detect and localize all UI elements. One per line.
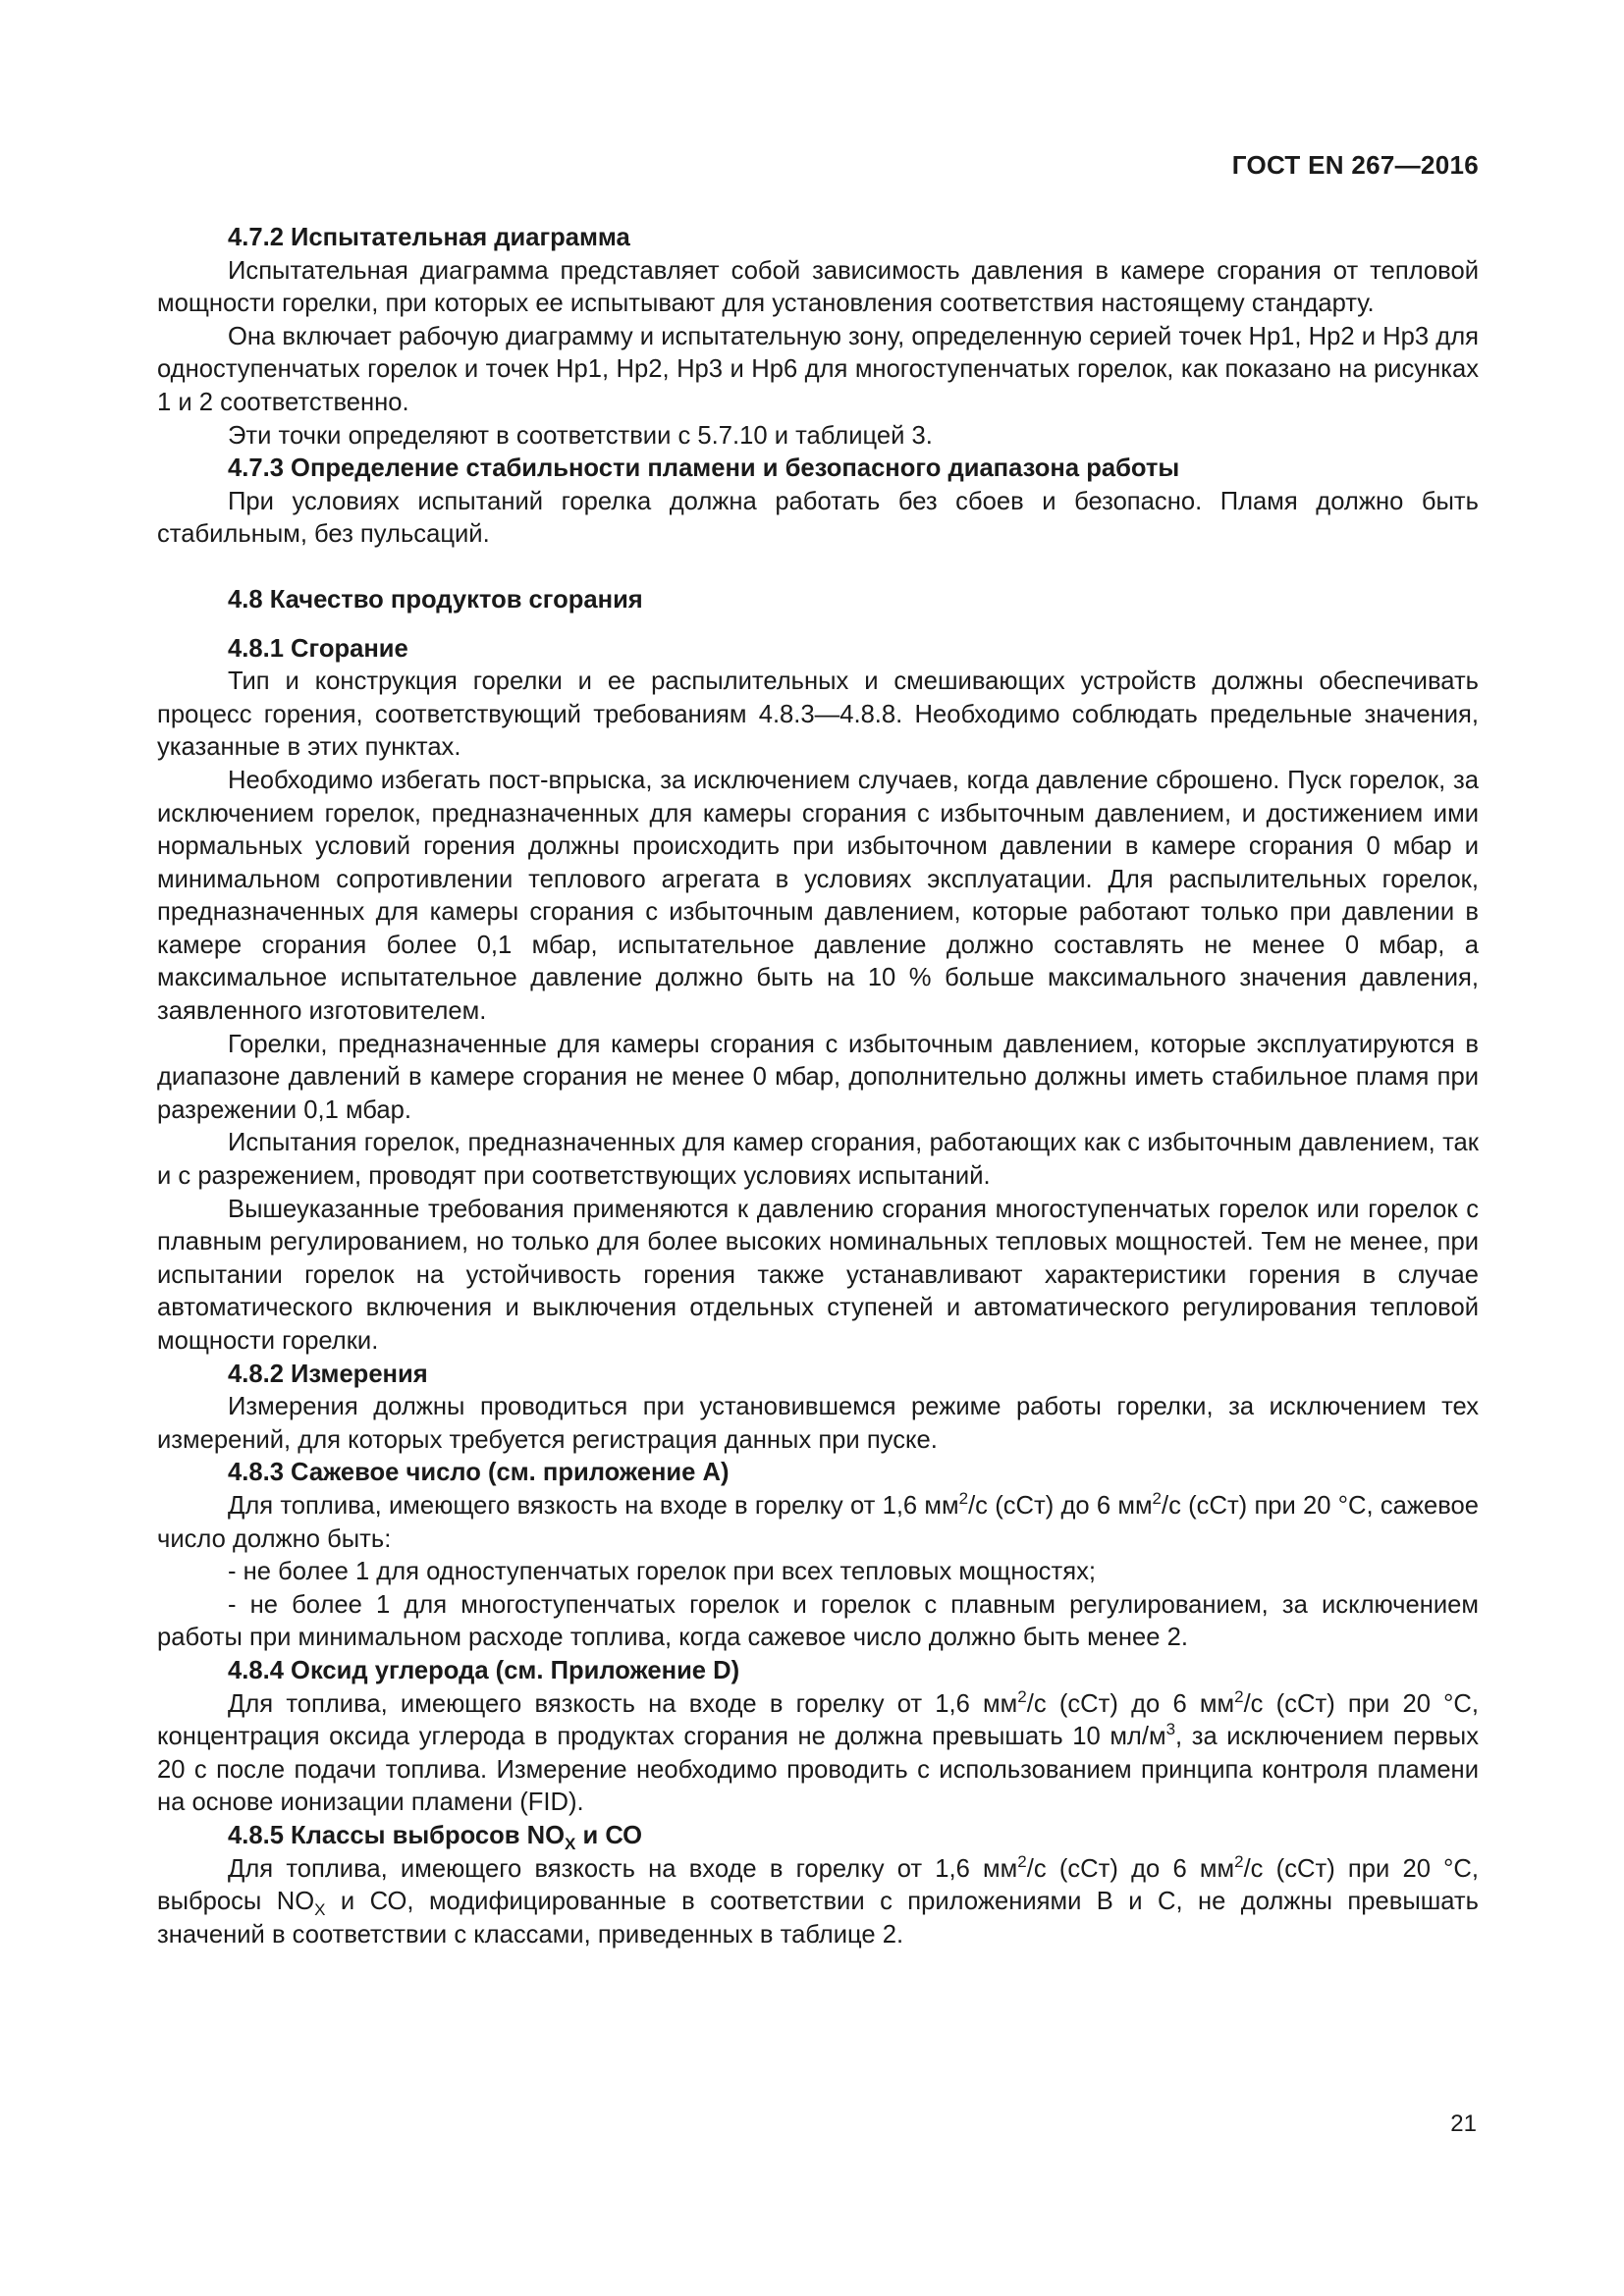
section-4-7-3-title: 4.7.3 Определение стабильности пламени и безопасного диапазона работы bbox=[228, 454, 1180, 483]
paragraph: Горелки, предназначенные для камеры сгорания с избыточным давлением, которые эксплуатируются в диапазоне давлений в камере сгорания не менее 0 мбар, дополнительно должны иметь стабильное пламя при разрежении 0,1 мбар. bbox=[157, 1030, 1479, 1124]
text-run: /с (сСт) при 20 °С, концентрация оксида углерода в продуктах сгорания не должна превышать 10 мл/м bbox=[157, 1689, 1480, 1751]
section-4-8-5-title bbox=[157, 1820, 1479, 1853]
paragraph bbox=[157, 1490, 1479, 1556]
text-run: и СО bbox=[575, 1821, 643, 1849]
subscript: X bbox=[314, 1900, 326, 1920]
section-4-8-title: 4.8 Качество продуктов сгорания bbox=[228, 585, 643, 614]
paragraph: Измерения должны проводиться при установившемся режиме работы горелки, за исключением тех измерений, для которых требуется регистрация данных при пуске. bbox=[157, 1393, 1479, 1454]
text-run: /с (сСт) до 6 мм bbox=[968, 1491, 1153, 1520]
text-run: /с (сСт) до 6 мм bbox=[1026, 1854, 1235, 1883]
superscript: 3 bbox=[1165, 1720, 1176, 1739]
paragraph: Она включает рабочую диаграмму и испытательную зону, определенную серией точек Hp1, Hp2 и Hp3 для одноступенчатых горелок и точек Hp1, Hp2, Hp3 и Hp6 для многоступенчатых горелок, как показано на рисунках 1 и 2 соответственно. bbox=[157, 322, 1479, 416]
section-4-8-2-title: 4.8.2 Измерения bbox=[228, 1360, 428, 1388]
paragraph: Необходимо избегать пост-впрыска, за исключением случаев, когда давление сброшено. Пуск горелок, за исключением горелок, предназначенных для камеры сгорания с избыточным давлением, и достижением ими нормальных условий горения должны происходить при избыточном давлении в камере сгорания 0 мбар и минимальном сопротивлении теплового агрегата в условиях эксплуатации. Для распылительных горелок, предназначенных для камеры сгорания с избыточным давлением, которые работают только при давлении в камере сгорания более 0,1 мбар, испытательное давление должно составлять не менее 0 мбар, а максимальное испытательное давление должно быть на 10 % больше максимального значения давления, заявленного изготовителем. bbox=[157, 766, 1479, 1026]
section-4-8-4-title: 4.8.4 Оксид углерода (см. Приложение D) bbox=[228, 1656, 740, 1684]
text-run: и СО, модифицированные в соответствии с приложениями В и С, не должны превышать значений в соответствии с классами, приведенных в таблице 2. bbox=[157, 1888, 1479, 1949]
paragraph: Вышеуказанные требования применяются к давлению сгорания многоступенчатых горелок или горелок с плавным регулированием, но только для более высоких номинальных тепловых мощностей. Тем не менее, при испытании горелок на устойчивость горения также устанавливают характеристики горения в случае автоматического включения и выключения отдельных ступеней и автоматического регулирования тепловой мощности горелки. bbox=[157, 1195, 1479, 1355]
text-run: Для топлива, имеющего вязкость на входе в горелку от 1,6 мм bbox=[228, 1854, 1018, 1883]
superscript: 2 bbox=[1234, 1686, 1244, 1706]
list-item: - не более 1 для одноступенчатых горелок при всех тепловых мощностях; bbox=[228, 1558, 1096, 1586]
text-run: 4.8.5 Классы выбросов NO bbox=[228, 1821, 566, 1849]
paragraph bbox=[157, 1688, 1479, 1820]
section-4-8-3-title: 4.8.3 Сажевое число (см. приложение А) bbox=[228, 1459, 730, 1487]
paragraph: Эти точки определяют в соответствии с 5.7.10 и таблицей 3. bbox=[228, 421, 933, 450]
page-body bbox=[157, 222, 1479, 1951]
text-run: Для топлива, имеющего вязкость на входе в горелку от 1,6 мм bbox=[228, 1491, 959, 1520]
superscript: 2 bbox=[958, 1488, 969, 1508]
text-run: /с (сСт) до 6 мм bbox=[1026, 1689, 1235, 1718]
text-run: /с (сСт) при 20 °С, сажевое число должно быть: bbox=[157, 1491, 1479, 1553]
paragraph bbox=[157, 1853, 1479, 1952]
section-4-7-2-title: 4.7.2 Испытательная диаграмма bbox=[228, 224, 630, 251]
superscript: 2 bbox=[1017, 1851, 1027, 1871]
page-number: 21 bbox=[1450, 2110, 1477, 2137]
document-header: ГОСТ EN 267—2016 bbox=[1231, 150, 1479, 180]
paragraph: Испытания горелок, предназначенных для камер сгорания, работающих как с избыточным давлением, так и с разрежением, проводят при соответствующих условиях испытаний. bbox=[157, 1129, 1479, 1191]
list-item: - не более 1 для многоступенчатых горелок и горелок с плавным регулированием, за исключением работы при минимальном расходе топлива, когда сажевое число должно быть менее 2. bbox=[157, 1590, 1479, 1652]
text-run: /с (сСт) при 20 °С, выбросы NO bbox=[157, 1854, 1480, 1916]
text-run: Для топлива, имеющего вязкость на входе в горелку от 1,6 мм bbox=[228, 1689, 1018, 1718]
paragraph: Испытательная диаграмма представляет собой зависимость давления в камере сгорания от тепловой мощности горелки, при которых ее испытывают для установления соответствия настоящему стандарту. bbox=[157, 256, 1479, 318]
text-run: , за исключением первых 20 с после подачи топлива. Измерение необходимо проводить с использованием принципа контроля пламени на основе ионизации пламени (FID). bbox=[157, 1723, 1479, 1817]
section-4-8-1-title: 4.8.1 Сгорание bbox=[228, 634, 408, 663]
paragraph: Тип и конструкция горелки и ее распылительных и смешивающих устройств должны обеспечивать процесс горения, соответствующий требованиям 4.8.3—4.8.8. Необходимо соблюдать предельные значения, указанные в этих пунктах. bbox=[157, 667, 1479, 762]
subscript: X bbox=[565, 1834, 576, 1853]
paragraph: При условиях испытаний горелка должна работать без сбоев и безопасно. Пламя должно быть стабильным, без пульсаций. bbox=[157, 487, 1479, 549]
superscript: 2 bbox=[1152, 1488, 1163, 1508]
superscript: 2 bbox=[1017, 1686, 1027, 1706]
superscript: 2 bbox=[1234, 1851, 1244, 1871]
